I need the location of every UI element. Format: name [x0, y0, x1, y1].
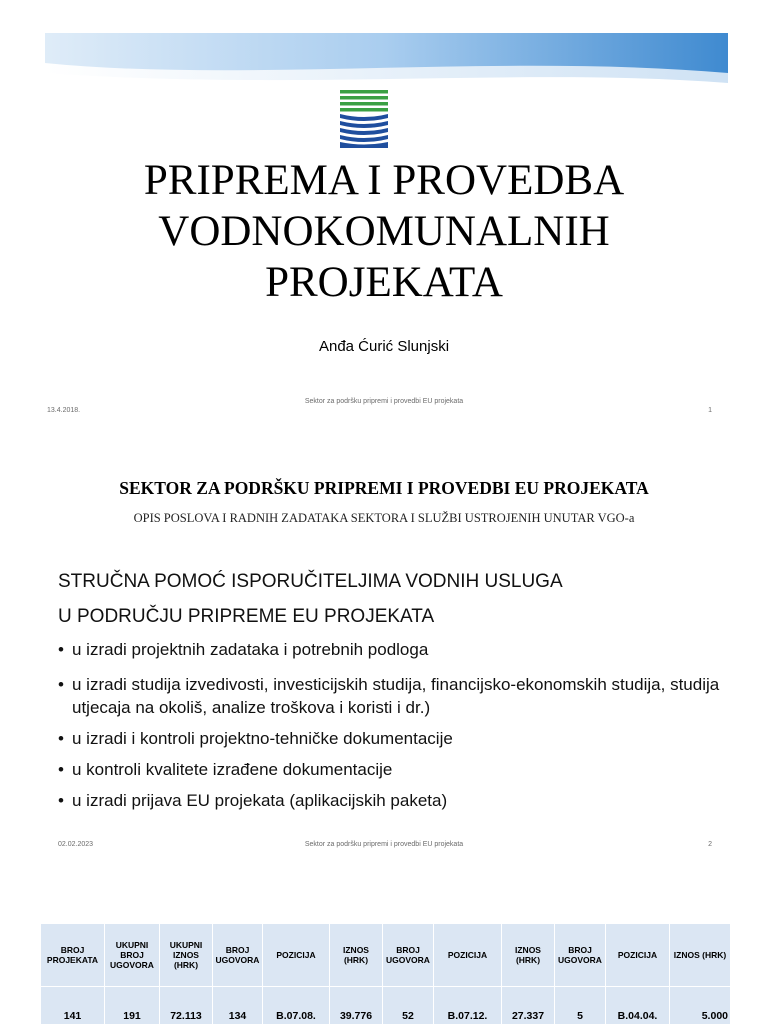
- table-cell: 141: [41, 987, 105, 1024]
- presentation-title: [40, 155, 728, 308]
- table-cell: 134: [213, 987, 263, 1024]
- column-header: POZICIJA: [434, 924, 502, 987]
- slide1-page-number: 1: [708, 407, 712, 414]
- title-line: PRIPREMA I PROVEDBA: [143, 157, 625, 204]
- slide1-footer-text: Sektor za podršku pripremi i provedbi EU projekata: [304, 398, 464, 405]
- contracts-table: [40, 923, 730, 1024]
- column-header: BROJ UGOVORA: [213, 924, 263, 987]
- organization-logo: [340, 90, 388, 148]
- sector-subheading: OPIS POSLOVA I RADNIH ZADATAKA SEKTORA I SLUŽBI USTROJENIH UNUTAR VGO-a: [133, 511, 635, 525]
- table-cell: B.04.04.: [606, 987, 670, 1024]
- table-cell: 5.000: [670, 987, 731, 1024]
- column-header: UKUPNI IZNOS (HRK): [160, 924, 213, 987]
- column-header: IZNOS (HRK): [330, 924, 383, 987]
- slide2-footer-date: 02.02.2023: [58, 841, 94, 848]
- column-header: BROJ PROJEKATA: [41, 924, 105, 987]
- author-name: Anđa Ćurić Slunjski: [318, 338, 450, 355]
- table-cell: B.07.12.: [434, 987, 502, 1024]
- list-item: • u izradi i kontroli projektno-tehničke dokumentacije: [58, 727, 748, 750]
- table-cell: B.07.08.: [263, 987, 330, 1024]
- header-banner: [45, 33, 728, 91]
- column-header: IZNOS (HRK): [670, 924, 731, 987]
- task-list: [58, 638, 748, 812]
- column-header: IZNOS (HRK): [502, 924, 555, 987]
- table-row: [41, 987, 731, 1024]
- support-heading-line2: U PODRUČJU PRIPREME EU PROJEKATA: [58, 606, 435, 627]
- sector-heading: SEKTOR ZA PODRŠKU PRIPREMI I PROVEDBI EU PROJEKATA: [119, 478, 649, 498]
- list-item: • u izradi projektnih zadataka i potrebnih podloga: [58, 638, 748, 661]
- table-cell: 191: [105, 987, 160, 1024]
- column-header: POZICIJA: [606, 924, 670, 987]
- list-item: • u kontroli kvalitete izrađene dokumentacije: [58, 758, 748, 781]
- column-header: BROJ UGOVORA: [383, 924, 434, 987]
- table-cell: 52: [383, 987, 434, 1024]
- list-item: • u izradi studija izvedivosti, investicijskih studija, financijsko-ekonomskih studija, studija utjecaja na okoliš, analize troškova i koristi i dr.): [58, 673, 748, 719]
- table-cell: 72.113: [160, 987, 213, 1024]
- support-heading-line1: STRUČNA POMOĆ ISPORUČITELJIMA VODNIH USLUGA: [58, 571, 563, 592]
- title-line: PROJEKATA: [265, 259, 503, 306]
- table-cell: 39.776: [330, 987, 383, 1024]
- slide2-footer-text: Sektor za podršku pripremi i provedbi EU projekata: [304, 841, 464, 848]
- column-header: BROJ UGOVORA: [555, 924, 606, 987]
- table-cell: 27.337: [502, 987, 555, 1024]
- slide2-page-number: 2: [708, 841, 712, 848]
- slide1-footer-date: 13.4.2018.: [47, 407, 81, 414]
- title-line: VODNOKOMUNALNIH: [158, 208, 610, 255]
- column-header: UKUPNI BROJ UGOVORA: [105, 924, 160, 987]
- table-header-row: [41, 924, 731, 987]
- column-header: POZICIJA: [263, 924, 330, 987]
- list-item: • u izradi prijava EU projekata (aplikacijskih paketa): [58, 789, 748, 812]
- table-cell: 5: [555, 987, 606, 1024]
